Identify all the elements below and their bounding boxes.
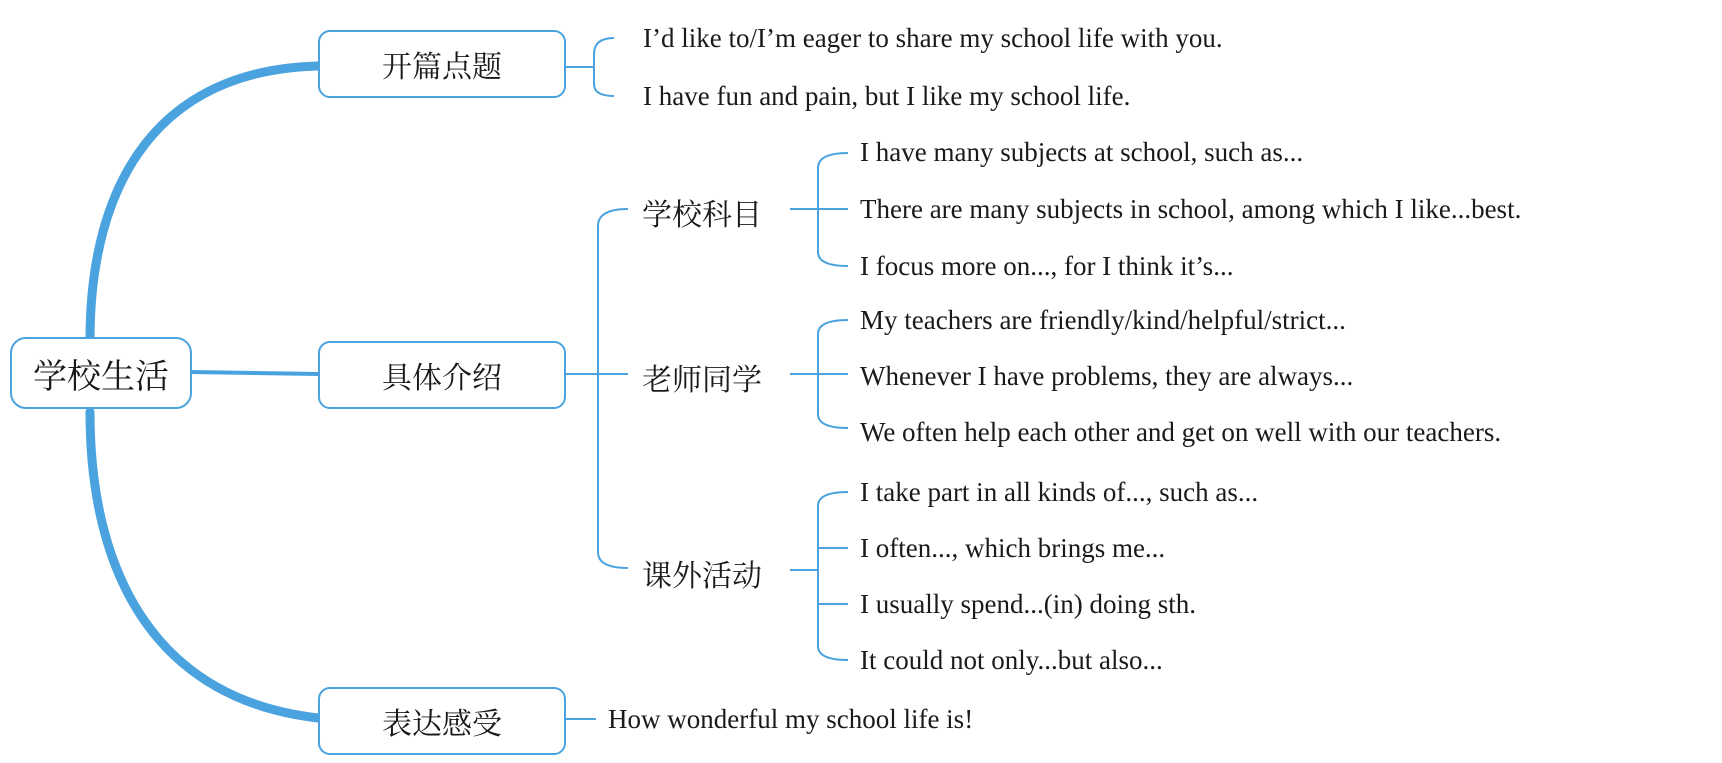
opening-node xyxy=(318,30,566,98)
opening-item: I have fun and pain, but I like my school life. xyxy=(643,81,1131,111)
details-bracket xyxy=(598,209,628,568)
trunk-to-feelings xyxy=(90,412,318,718)
trunk-to-opening xyxy=(90,66,318,340)
people-category: 老师同学 xyxy=(642,363,762,398)
activities-item: I often..., which brings me... xyxy=(860,533,1166,563)
activities-item: I take part in all kinds of..., such as... xyxy=(860,477,1259,507)
feelings-node xyxy=(318,687,566,755)
people-item: My teachers are friendly/kind/helpful/strict... xyxy=(860,305,1346,335)
opening-item: I’d like to/I’m eager to share my school life with you. xyxy=(643,23,1223,53)
details-label: 具体介绍 xyxy=(382,361,502,396)
trunk-to-details xyxy=(190,372,318,374)
subjects-category: 学校科目 xyxy=(642,198,762,233)
activities-item: It could not only...but also... xyxy=(860,645,1163,675)
feelings-label: 表达感受 xyxy=(382,707,502,742)
root-node xyxy=(10,337,192,409)
subjects-item: I have many subjects at school, such as... xyxy=(860,137,1304,167)
root-label: 学校生活 xyxy=(33,356,169,397)
people-item: Whenever I have problems, they are always... xyxy=(860,361,1354,391)
subjects-item: I focus more on..., for I think it’s... xyxy=(860,251,1234,281)
feelings-item: How wonderful my school life is! xyxy=(608,704,974,734)
opening-label: 开篇点题 xyxy=(382,50,502,85)
subjects-item: There are many subjects in school, among which I like...best. xyxy=(860,194,1522,224)
activities-item: I usually spend...(in) doing sth. xyxy=(860,589,1196,619)
activities-category: 课外活动 xyxy=(642,559,762,594)
opening-bracket xyxy=(594,38,614,96)
activities-bracket xyxy=(818,492,848,660)
details-node xyxy=(318,341,566,409)
people-item: We often help each other and get on well with our teachers. xyxy=(860,417,1502,447)
